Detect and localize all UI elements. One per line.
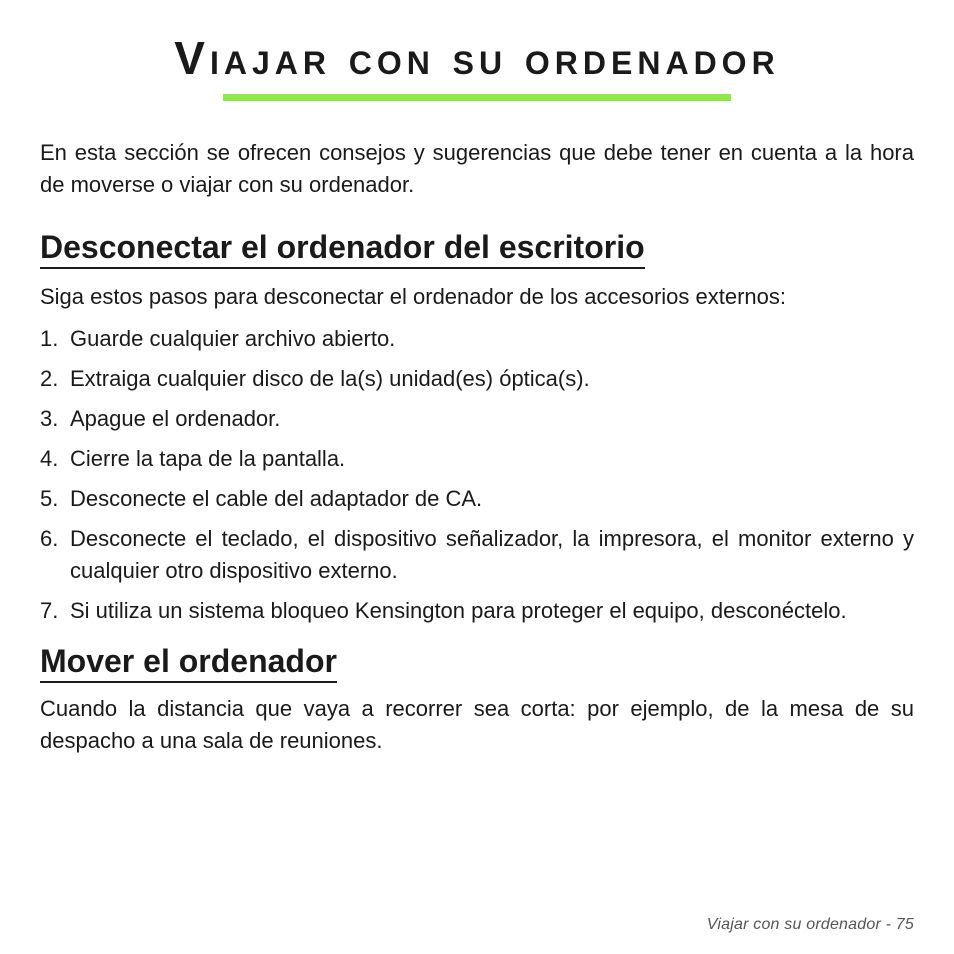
steps-list — [40, 323, 914, 627]
list-item: 7. Si utiliza un sistema bloqueo Kensington para proteger el equipo, desconéctelo. — [40, 598, 847, 623]
page-content — [40, 0, 914, 757]
page-title: Viajar con su ordenador — [174, 32, 780, 84]
list-item: 4. Cierre la tapa de la pantalla. — [40, 446, 346, 471]
list-item: 3. Apague el ordenador. — [40, 406, 281, 431]
list-item: 1. Guarde cualquier archivo abierto. — [40, 326, 396, 351]
section-heading-desconectar: Desconectar el ordenador del escritorio — [40, 227, 645, 269]
intro-paragraph: En esta sección se ofrecen consejos y sugerencias que debe tener en cuenta a la hora de moverse o viajar con su ordenador. — [40, 140, 914, 197]
list-item: 6. Desconecte el teclado, el dispositivo señalizador, la impresora, el monitor externo y cualquier otro dispositivo externo. — [40, 526, 914, 583]
list-item: 5. Desconecte el cable del adaptador de CA. — [40, 486, 483, 511]
section-heading-mover: Mover el ordenador — [40, 641, 337, 683]
section-desconectar-text: Siga estos pasos para desconectar el ordenador de los accesorios externos: — [40, 284, 786, 309]
list-item: 2. Extraiga cualquier disco de la(s) unidad(es) óptica(s). — [40, 366, 590, 391]
title-underline-bar — [223, 94, 731, 101]
page-footer: Viajar con su ordenador - 75 — [706, 916, 914, 933]
section-mover-text: Cuando la distancia que vaya a recorrer sea corta: por ejemplo, de la mesa de su despacho a una sala de reuniones. — [40, 696, 914, 753]
